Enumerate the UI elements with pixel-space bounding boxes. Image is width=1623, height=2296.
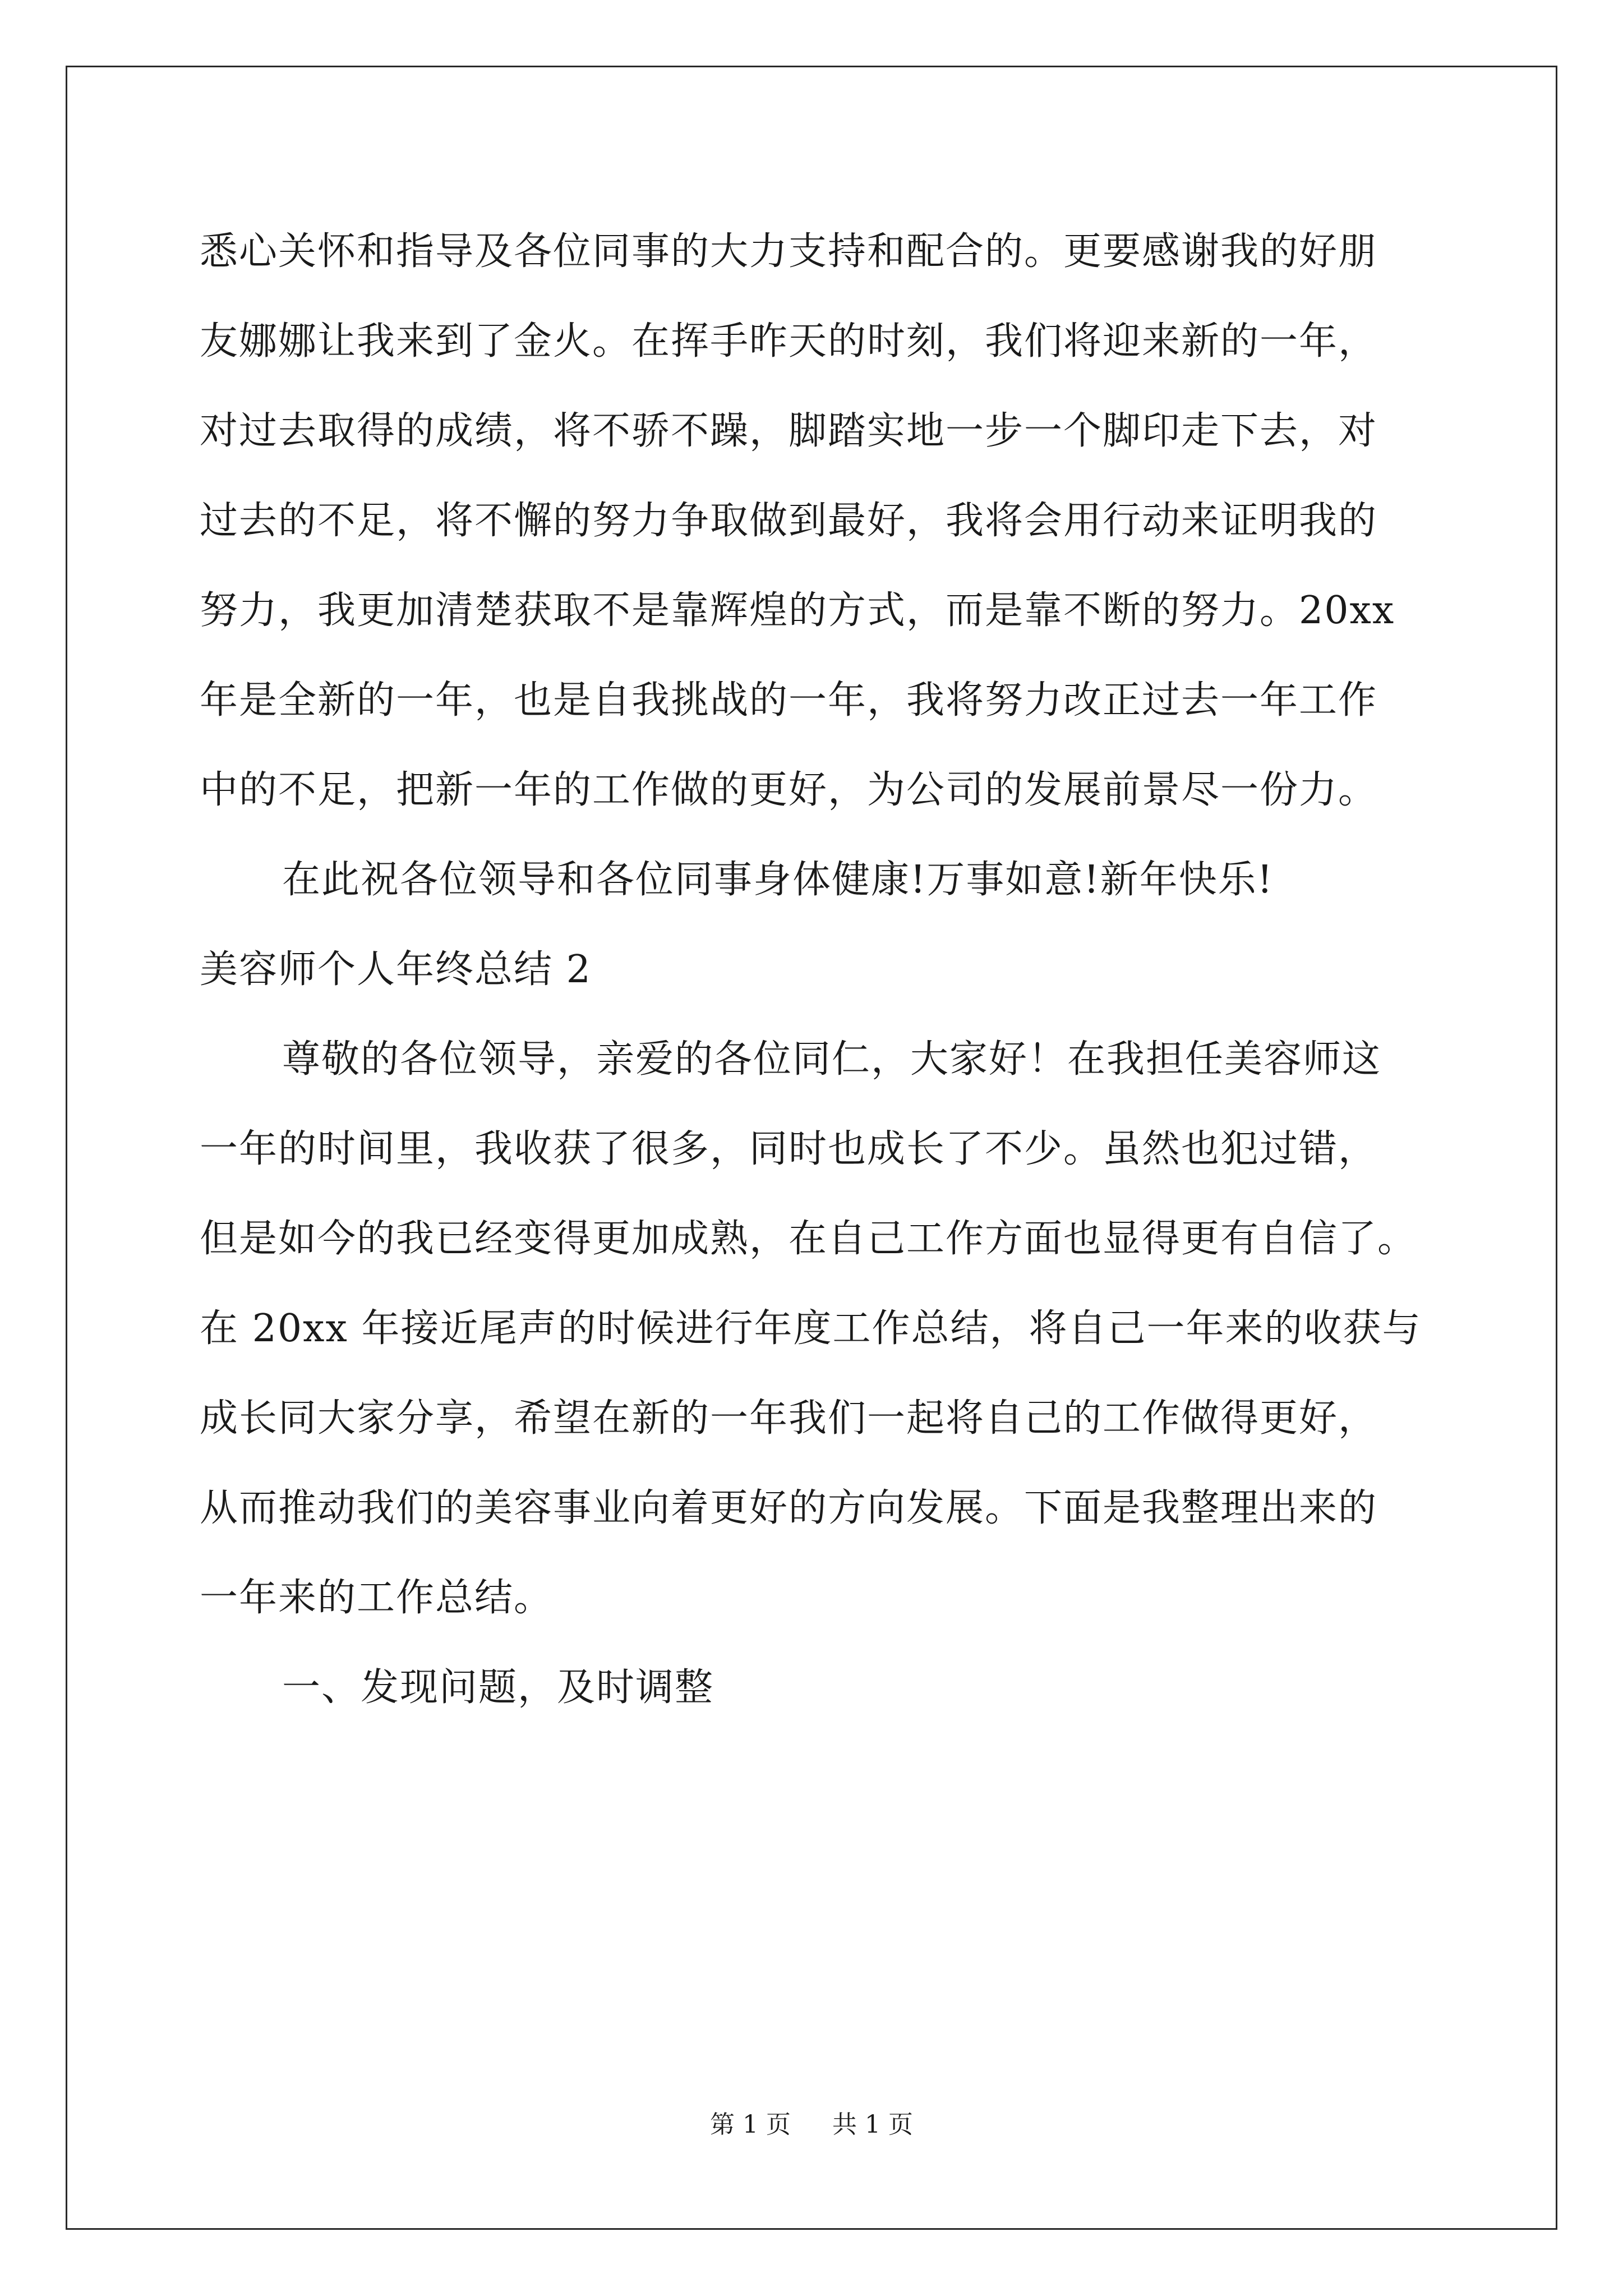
- text-line: 从而推动我们的美容事业向着更好的方向发展。下面是我整理出来的: [200, 1486, 1378, 1530]
- subsection-heading: 一、发现问题，及时调整: [282, 1665, 714, 1710]
- text-line: 年是全新的一年，也是自我挑战的一年，我将努力改正过去一年工作: [200, 678, 1378, 723]
- text-line: 对过去取得的成绩，将不骄不躁，脚踏实地一步一个脚印走下去，对: [200, 409, 1378, 453]
- text-line: 友娜娜让我来到了金火。在挥手昨天的时刻，我们将迎来新的一年，: [200, 319, 1378, 364]
- text-line: 过去的不足，将不懈的努力争取做到最好，我将会用行动来证明我的: [200, 499, 1378, 543]
- text-line: 一年来的工作总结。: [200, 1576, 554, 1620]
- text-line: 成长同大家分享，希望在新的一年我们一起将自己的工作做得更好，: [200, 1396, 1378, 1441]
- page-footer: [0, 2108, 1623, 2142]
- page-number-total: 共 1 页: [832, 2110, 913, 2139]
- text-line: 中的不足，把新一年的工作做的更好，为公司的发展前景尽一份力。: [200, 768, 1378, 812]
- closing-wishes: 在此祝各位领导和各位同事身体健康!万事如意!新年快乐!: [282, 858, 1274, 902]
- page-number-current: 第 1 页: [710, 2110, 791, 2139]
- text-line: 悉心关怀和指导及各位同事的大力支持和配合的。更要感谢我的好朋: [200, 229, 1378, 274]
- text-line: 但是如今的我已经变得更加成熟，在自己工作方面也显得更有自信了。: [200, 1217, 1417, 1261]
- text-line: 在 20xx 年接近尾声的时候进行年度工作总结，将自己一年来的收获与: [200, 1306, 1422, 1351]
- section-heading: 美容师个人年终总结 2: [200, 947, 592, 992]
- text-line: 一年的时间里，我收获了很多，同时也成长了不少。虽然也犯过错，: [200, 1127, 1378, 1171]
- text-line: 尊敬的各位领导，亲爱的各位同仁，大家好！在我担任美容师这: [282, 1037, 1382, 1082]
- text-line: 努力，我更加清楚获取不是靠辉煌的方式，而是靠不断的努力。20xx: [200, 588, 1395, 633]
